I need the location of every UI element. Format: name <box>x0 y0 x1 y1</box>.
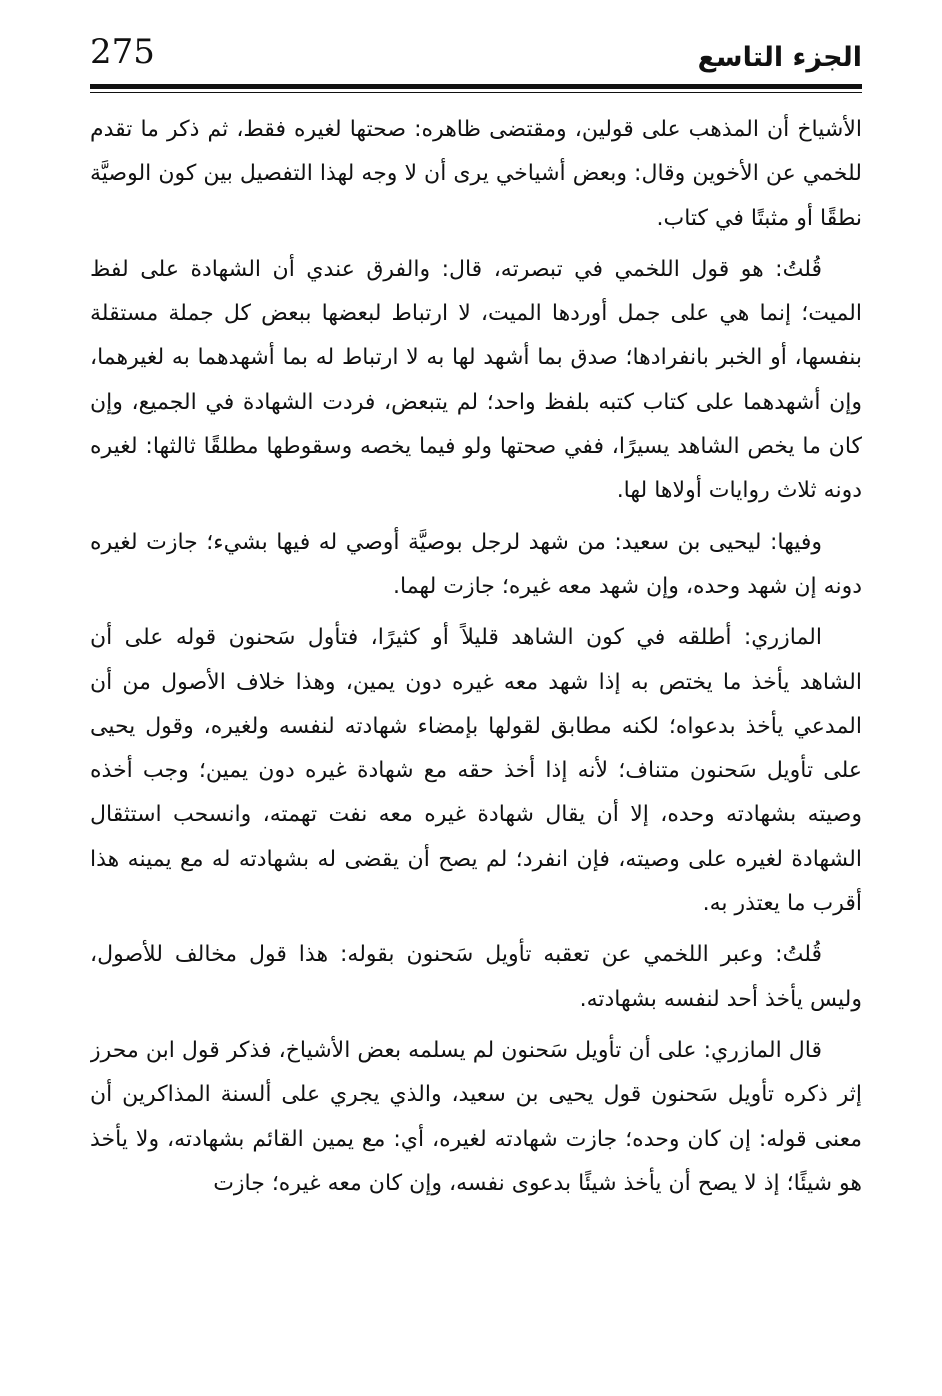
paragraph-1: الأشياخ أن المذهب على قولين، ومقتضى ظاهره: صحتها لغيره فقط، ثم ذكر ما تقدم للخمي عن الأخوين وقال: وبعض أشياخي يرى أن لا وجه لهذا التفصيل بين كون الوصيَّة نطقًا أو مثبتًا في كتاب. <box>90 117 862 231</box>
paragraph-4: المازري: أطلقه في كون الشاهد قليلاً أو كثيرًا، فتأول سَحنون قوله على أن الشاهد يأخذ ما يختص به إذا شهد معه غيره دون يمين، وهذا خلاف الأصول من أن المدعي يأخذ بدعواه؛ لكنه مطابق لقولها بإمضاء شهادته لنفسه ولغيره، وقول يحيى على تأويل سَحنون متناف؛ لأنه إذا أخذ حقه مع شهادة غيره دون يمين؛ وجب أخذه وصيته بشهادته وحده، إلا أن يقال شهادة غيره معه نفت تهمته، وانسحب استثقال الشهادة لغيره على وصيته، فإن انفرد؛ لم يصح أن يقضى له بشهادته له مع يمينه هذا أقرب ما يعتذر به. <box>90 625 862 917</box>
running-title: الجزء التاسع <box>697 42 862 73</box>
header-rule-thick <box>90 84 862 89</box>
page-number: 275 <box>90 32 155 72</box>
paragraph-2: قُلتُ: هو قول اللخمي في تبصرته، قال: والفرق عندي أن الشهادة على لفظ الميت؛ إنما هي على جمل أوردها الميت، لا ارتباط لبعضها ببعض كل جملة مستقلة بنفسها، أو الخبر بانفرادها؛ صدق بما أشهد لها به لا ارتباط له بما أشهدهما به لغيرهما، وإن أشهدهما على كتاب كتبه بلفظ واحد؛ لم يتبعض، فردت الشهادة في الجميع، وإن كان ما يخص الشاهد يسيرًا، ففي صحتها ولو فيما يخصه وسقوطها مطلقًا ثالثها: لغيره دونه ثلاث روايات أولاها لها. <box>90 256 862 504</box>
page-header <box>90 30 862 90</box>
paragraph-5: قُلتُ: وعبر اللخمي عن تعقبه تأويل سَحنون بقوله: هذا قول مخالف للأصول، وليس يأخذ أحد لنفسه بشهادته. <box>90 942 862 1012</box>
paragraph-6: قال المازري: على أن تأويل سَحنون لم يسلمه بعض الأشياخ، فذكر قول ابن محرز إثر ذكره تأويل سَحنون قول يحيى بن سعيد، والذي يجري على ألسنة المذاكرين أن معنى قوله: إن كان وحده؛ جازت شهادته لغيره، أي: مع يمين القائم بشهادته، ولا يأخذ هو شيئًا؛ إذ لا يصح أن يأخذ شيئًا بدعوى نفسه، وإن كان معه غيره؛ جازت <box>90 1037 862 1196</box>
body-text <box>90 108 862 1388</box>
paragraph-3: وفيها: ليحيى بن سعيد: من شهد لرجل بوصيَّة أوصي له فيها بشيء؛ جازت لغيره دونه إن شهد وحده، وإن شهد معه غيره؛ جازت لهما. <box>90 529 862 599</box>
header-rule-thin <box>90 92 862 93</box>
